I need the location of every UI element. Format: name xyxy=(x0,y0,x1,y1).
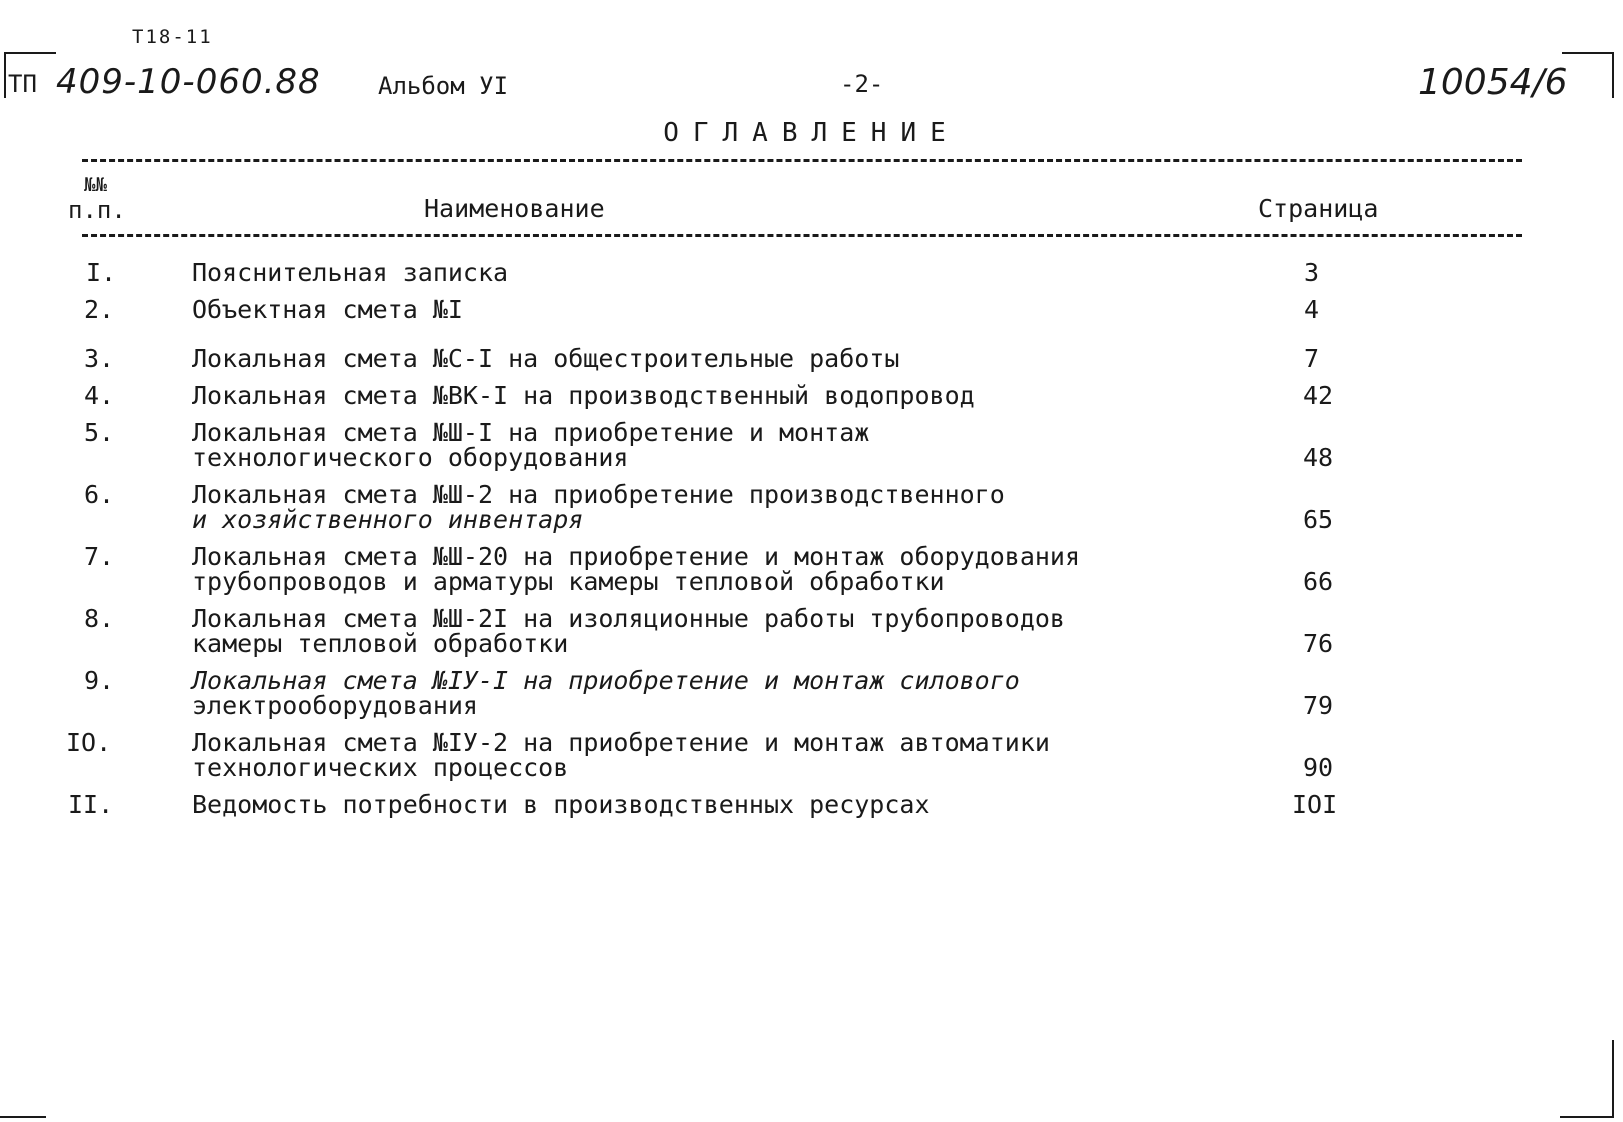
row-number: 4. xyxy=(84,381,115,410)
row-title: Локальная смета №IУ-2 на приобретение и монтаж автоматики xyxy=(192,728,1050,757)
row-title-continuation: и хозяйственного инвентаря xyxy=(192,505,584,534)
row-page: 66 xyxy=(1303,567,1334,596)
row-title-continuation: трубопроводов и арматуры камеры тепловой обработки xyxy=(192,567,945,596)
frame-corner-top-left-h xyxy=(4,52,56,54)
row-title: Ведомость потребности в производственных ресурсах xyxy=(192,790,930,819)
row-number: 7. xyxy=(84,542,115,571)
row-title: Локальная смета №ВК-I на производственный водопровод xyxy=(192,381,975,410)
album-label: Альбом УI xyxy=(378,72,509,100)
row-page: 90 xyxy=(1303,753,1334,782)
row-number: 9. xyxy=(84,666,115,695)
row-title: Объектная смета №I xyxy=(192,295,463,324)
row-page: 65 xyxy=(1303,505,1334,534)
row-title-continuation: технологического оборудования xyxy=(192,443,629,472)
frame-corner-bottom-left-h xyxy=(0,1116,46,1118)
row-title: Локальная смета №Ш-20 на приобретение и монтаж оборудования xyxy=(192,542,1081,571)
column-header-name: Наименование xyxy=(424,194,605,223)
row-title-continuation: технологических процессов xyxy=(192,753,569,782)
frame-corner-bottom-right-h xyxy=(1560,1116,1614,1118)
tp-number-handwritten: 409-10-060.88 xyxy=(56,62,321,102)
row-number: 3. xyxy=(84,344,115,373)
sheet-code: Т18-11 xyxy=(132,26,213,48)
column-header-number-line1: №№ xyxy=(84,174,107,196)
row-number: 8. xyxy=(84,604,115,633)
row-title: Пояснительная записка xyxy=(192,258,509,287)
row-title: Локальная смета №Ш-2I на изоляционные работы трубопроводов xyxy=(192,604,1065,633)
frame-corner-top-right-v xyxy=(1612,52,1614,98)
row-page: 3 xyxy=(1304,258,1320,287)
frame-corner-bottom-right-v xyxy=(1612,1040,1614,1118)
row-page: 79 xyxy=(1303,691,1334,720)
row-number: IO. xyxy=(66,728,112,757)
row-title: Локальная смета №Ш-2 на приобретение производственного xyxy=(192,480,1005,509)
row-title-continuation: электрооборудования xyxy=(192,691,478,720)
row-page: 7 xyxy=(1304,344,1320,373)
row-number: 2. xyxy=(84,295,115,324)
row-title: Локальная смета №С-I на общестроительные работы xyxy=(192,344,900,373)
header-bottom-rule xyxy=(82,234,1522,237)
frame-corner-top-left-v xyxy=(4,52,6,98)
row-page: 4 xyxy=(1304,295,1320,324)
frame-corner-top-right-h xyxy=(1562,52,1614,54)
header-top-rule xyxy=(82,159,1522,162)
tp-prefix: ТП xyxy=(8,70,37,98)
row-title: Локальная смета №IУ-I на приобретение и монтаж силового xyxy=(192,666,1020,695)
row-title: Локальная смета №Ш-I на приобретение и монтаж xyxy=(192,418,870,447)
page-title: ОГЛАВЛЕНИЕ xyxy=(663,118,960,148)
row-number: 6. xyxy=(84,480,115,509)
row-page: 48 xyxy=(1303,443,1334,472)
column-header-page: Страница xyxy=(1258,194,1379,223)
row-number: 5. xyxy=(84,418,115,447)
row-page: 42 xyxy=(1303,381,1334,410)
column-header-number-line2: п.п. xyxy=(68,196,126,224)
row-title-continuation: камеры тепловой обработки xyxy=(192,629,569,658)
row-number: I. xyxy=(86,258,117,287)
row-page: 76 xyxy=(1303,629,1334,658)
page-number: -2- xyxy=(840,70,884,98)
row-number: II. xyxy=(68,790,114,819)
handwritten-inventory-number: 10054/6 xyxy=(1418,62,1568,103)
row-page: IOI xyxy=(1292,790,1338,819)
